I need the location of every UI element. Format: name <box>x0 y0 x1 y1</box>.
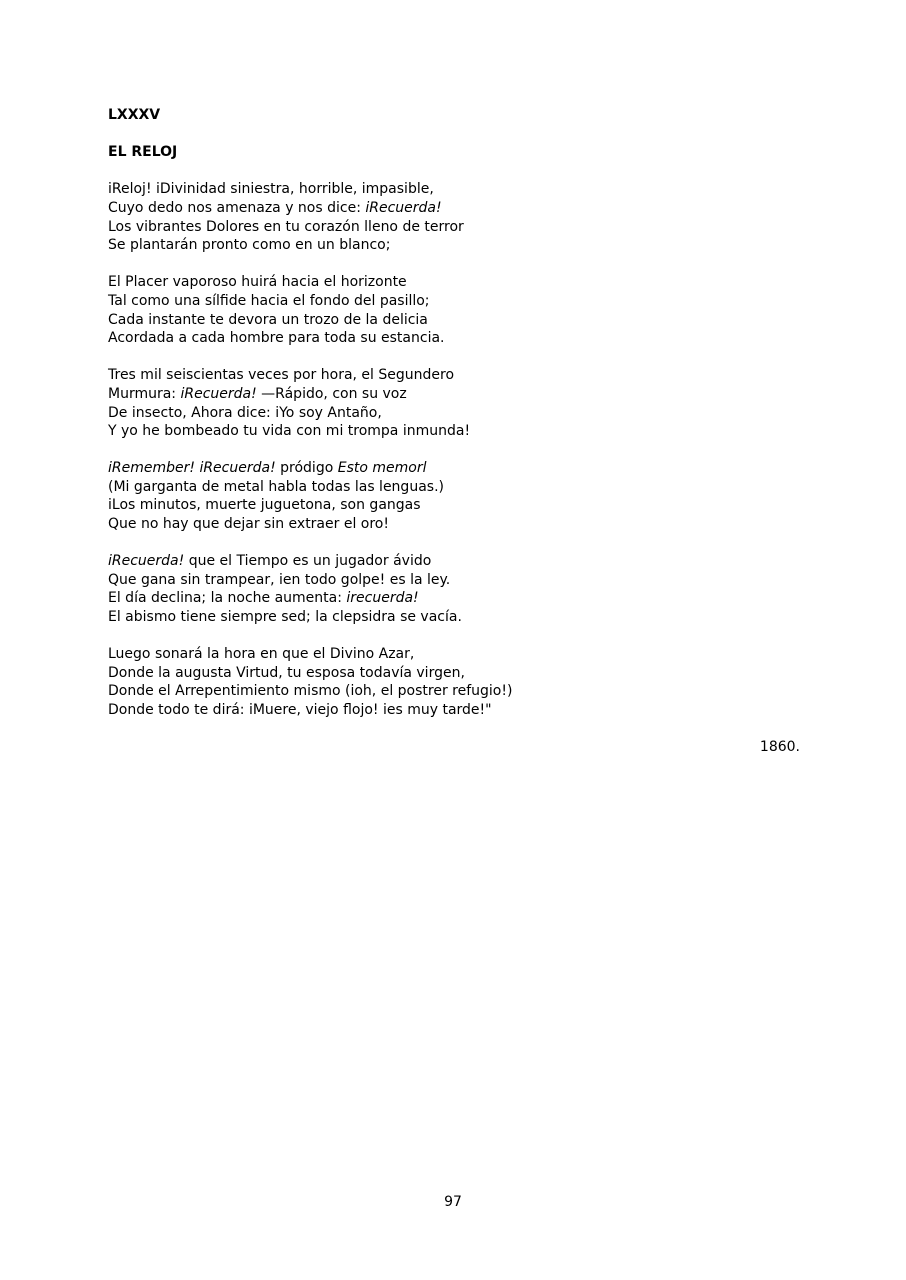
poem-date: 1860. <box>759 739 800 756</box>
poem-stanza <box>108 552 800 626</box>
poem-body <box>108 180 800 719</box>
poem-stanza <box>108 459 800 533</box>
poem-title: EL RELOJ <box>108 144 178 161</box>
poem-line <box>108 422 800 441</box>
poem-segment: Donde el Arrepentimiento mismo (ioh, el postrer refugio!) <box>108 683 513 700</box>
poem-line <box>108 404 800 423</box>
poem-stanza <box>108 180 800 254</box>
poem-line <box>108 385 800 404</box>
poem-segment: pródigo <box>275 460 338 477</box>
poem-line <box>108 329 800 348</box>
poem-line <box>108 701 800 720</box>
poem-segment: El día declina; la noche aumenta: <box>108 590 347 607</box>
poem-segment: De insecto, Ahora dice: iYo soy Antaño, <box>108 404 382 421</box>
poem-segment: Acordada a cada hombre para toda su estancia. <box>108 330 445 347</box>
poem-segment-italic: iRecuerda! <box>180 385 257 402</box>
poem-segment: Donde todo te dirá: iMuere, viejo flojo! ies muy tarde!" <box>108 702 492 718</box>
poem-line <box>108 608 800 627</box>
poem-segment: Donde la augusta Virtud, tu esposa todavía virgen, <box>108 664 465 681</box>
poem-line <box>108 273 800 292</box>
poem-segment-italic: iRecuerda! <box>365 199 442 216</box>
poem-segment-italic: irecuerda! <box>346 590 419 607</box>
poem-segment: El Placer vaporoso huirá hacia el horizonte <box>108 274 407 291</box>
poem-stanza <box>108 366 800 440</box>
poem-segment: Que gana sin trampear, ien todo golpe! es la ley. <box>108 571 451 588</box>
poem-stanza <box>108 273 800 347</box>
poem-segment: Cada instante te devora un trozo de la delicia <box>108 311 428 328</box>
poem-segment: Que no hay que dejar sin extraer el oro! <box>108 516 389 533</box>
poem-segment: (Mi garganta de metal habla todas las lenguas.) <box>108 478 444 495</box>
poem-segment: Y yo he bombeado tu vida con mi trompa inmunda! <box>108 423 471 440</box>
poem-line <box>108 552 800 571</box>
poem-line <box>108 366 800 385</box>
poem-segment: Cuyo dedo nos amenaza y nos dice: <box>108 199 366 216</box>
poem-segment: Tres mil seiscientas veces por hora, el Segundero <box>108 367 455 384</box>
poem-line <box>108 664 800 683</box>
poem-line <box>108 589 800 608</box>
poem-segment: El abismo tiene siempre sed; la clepsidra se vacía. <box>108 609 462 626</box>
poem-segment: Se plantarán pronto como en un blanco; <box>108 237 391 254</box>
poem-content <box>108 106 800 757</box>
poem-line <box>108 459 800 478</box>
poem-line <box>108 478 800 497</box>
poem-segment-italic: iRemember! iRecuerda! <box>108 460 276 477</box>
poem-segment: —Rápido, con su voz <box>256 385 407 402</box>
poem-segment: Los vibrantes Dolores en tu corazón lleno de terror <box>108 218 464 235</box>
poem-segment: que el Tiempo es un jugador ávido <box>184 553 432 570</box>
poem-line <box>108 218 800 237</box>
poem-segment: Tal como una sílfide hacia el fondo del pasillo; <box>108 292 430 309</box>
poem-line <box>108 645 800 664</box>
poem-line <box>108 236 800 255</box>
poem-segment: iLos minutos, muerte juguetona, son gangas <box>108 497 421 514</box>
page-number: 97 <box>444 1194 462 1210</box>
poem-segment: Murmura: <box>108 385 181 402</box>
poem-line <box>108 682 800 701</box>
poem-stanza <box>108 645 800 719</box>
poem-line <box>108 311 800 330</box>
poem-line <box>108 571 800 590</box>
poem-line <box>108 180 800 199</box>
poem-line <box>108 515 800 534</box>
poem-segment: Luego sonará la hora en que el Divino Azar, <box>108 646 415 663</box>
poem-segment: iReloj! iDivinidad siniestra, horrible, impasible, <box>108 181 434 198</box>
poem-line <box>108 199 800 218</box>
poem-segment-italic: iRecuerda! <box>108 553 185 570</box>
poem-line <box>108 292 800 311</box>
poem-segment-italic: Esto memorl <box>337 460 427 477</box>
poem-line <box>108 496 800 515</box>
section-number: LXXXV <box>108 107 161 123</box>
